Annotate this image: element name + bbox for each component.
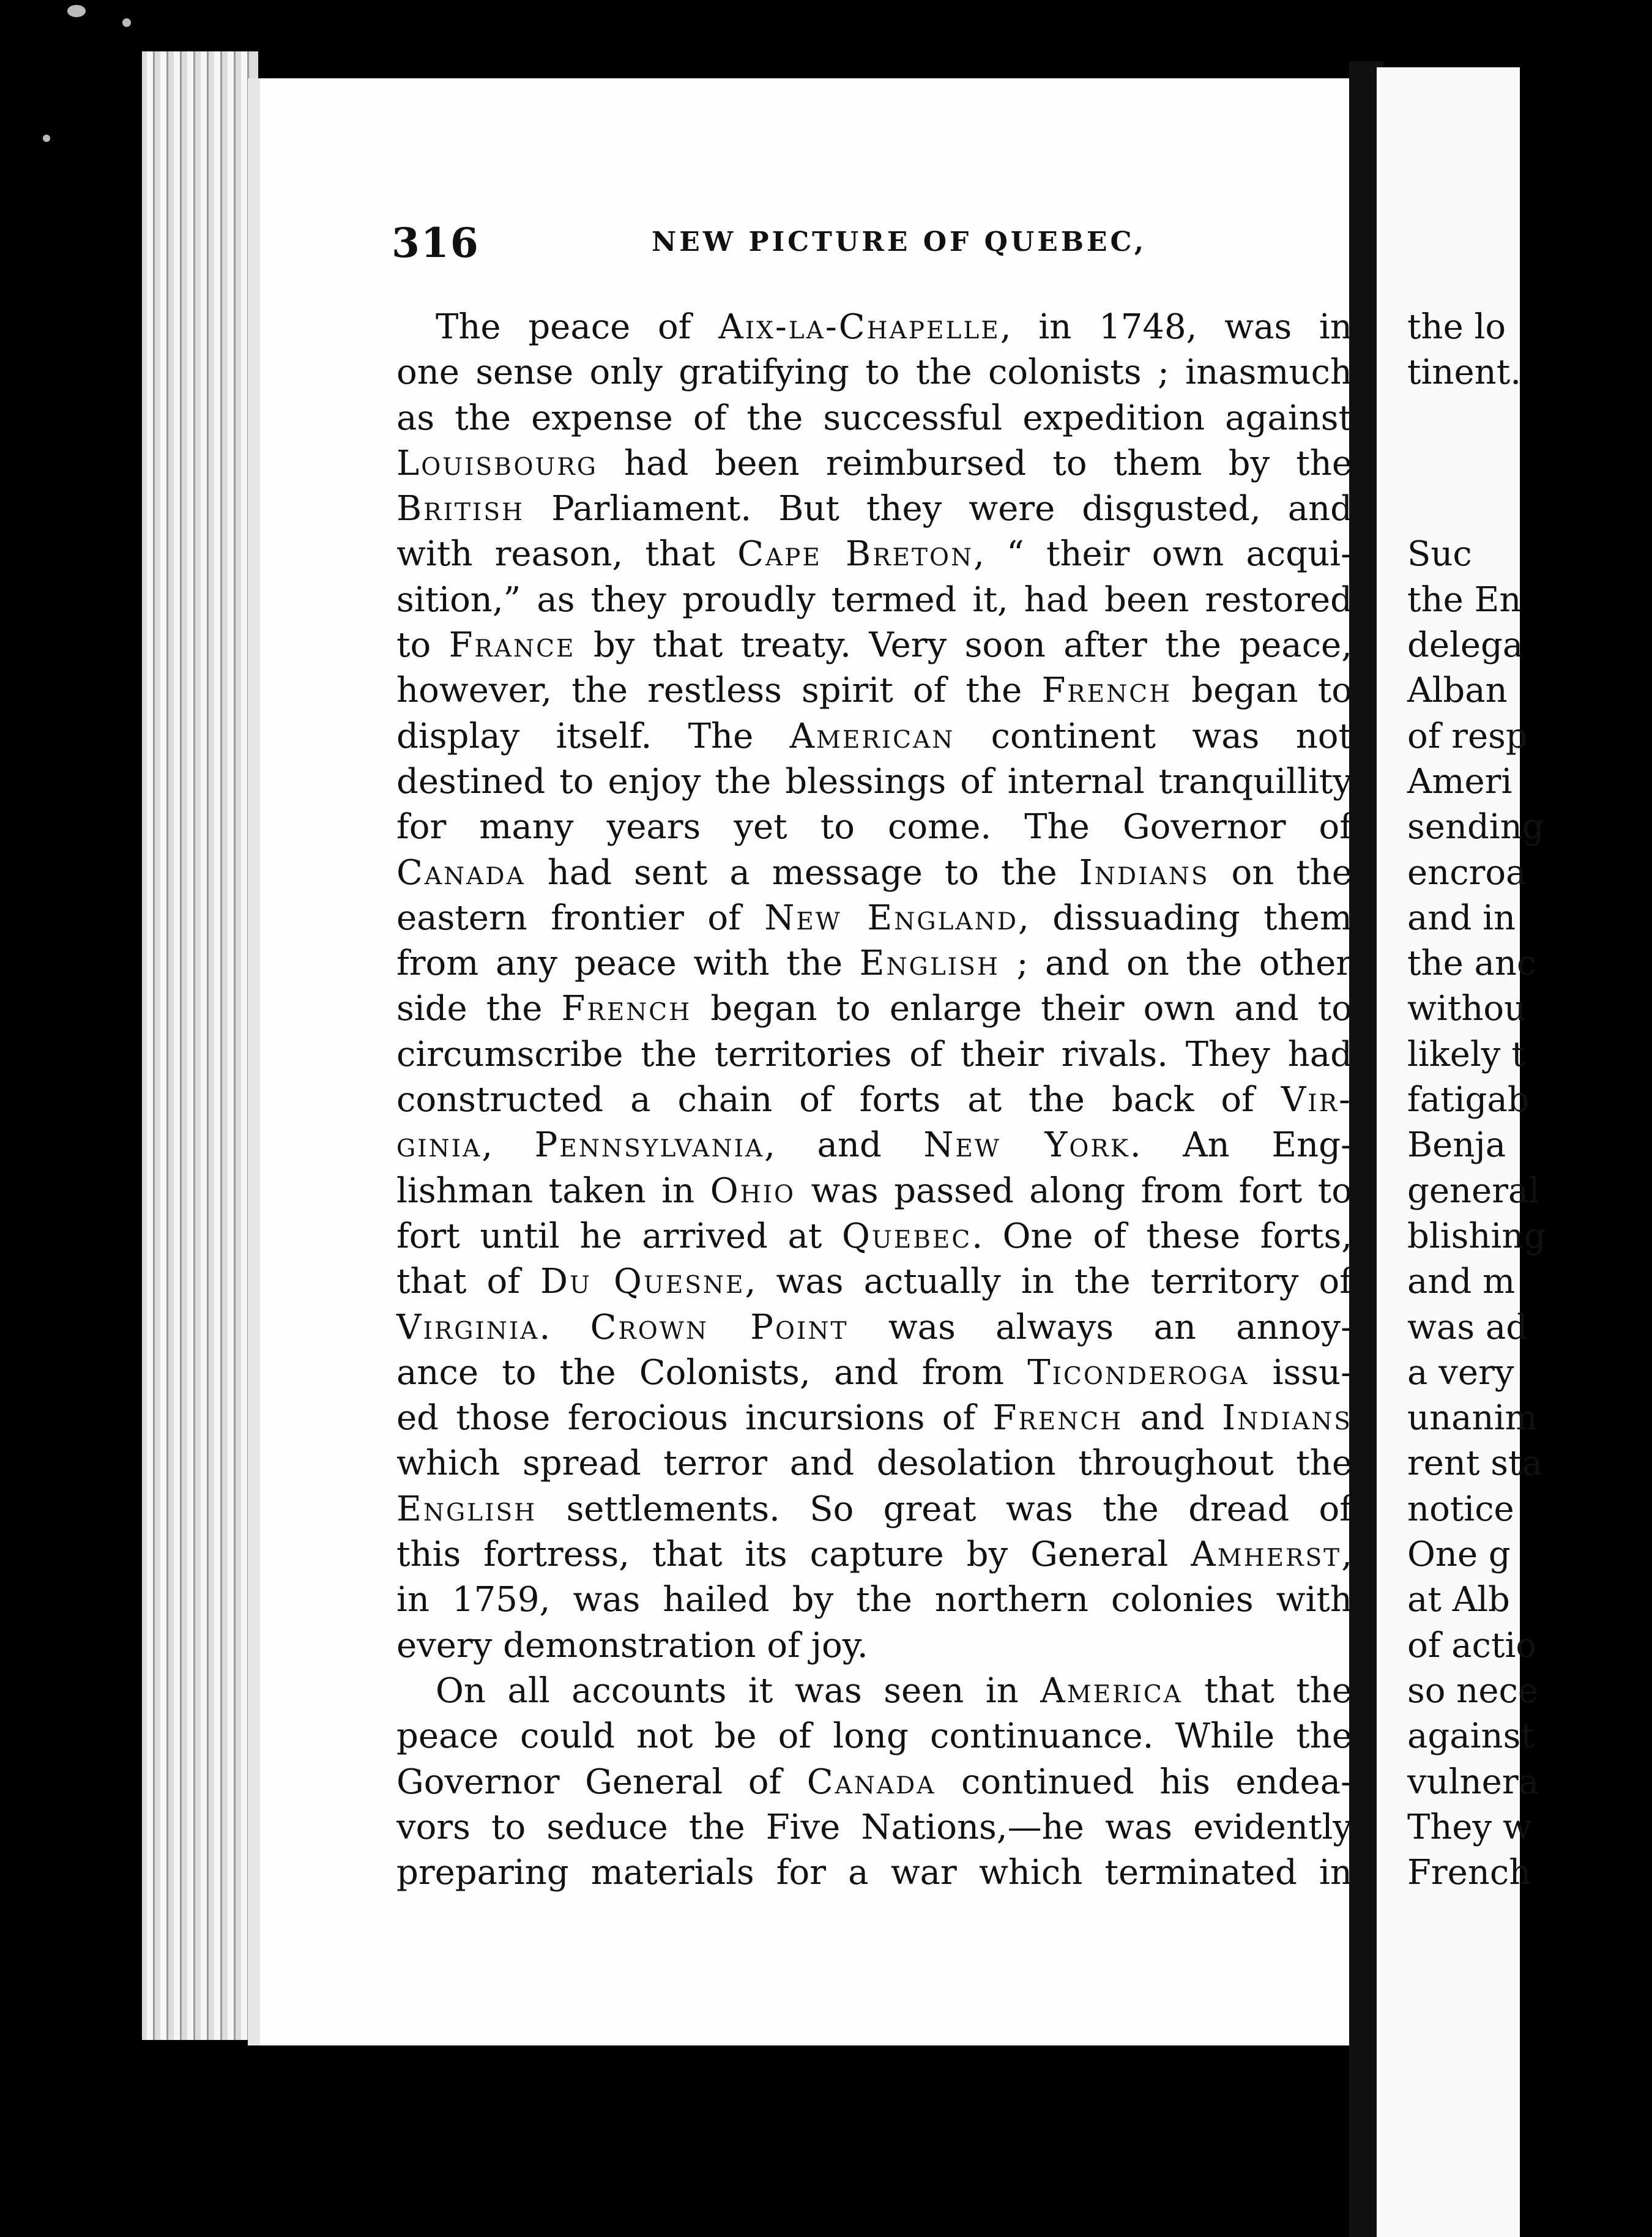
- facing-line: tinent.: [1407, 352, 1521, 393]
- facing-line: unanim: [1407, 1398, 1538, 1439]
- text-line: sition,” as they proudly termed it, had been restored: [396, 579, 1352, 620]
- text-line: preparing materials for a war which terminated in: [396, 1853, 1352, 1893]
- text-line: Louisbourg had been reimbursed to them by the: [396, 443, 1352, 483]
- facing-line: a very: [1407, 1352, 1514, 1393]
- paragraph-1: [396, 305, 1352, 1669]
- text-line: one sense only gratifying to the colonists ; inasmuch: [396, 352, 1352, 393]
- facing-line: [1407, 486, 1652, 532]
- facing-line: withou: [1407, 989, 1527, 1029]
- facing-line: encroa: [1407, 852, 1527, 893]
- text-line: that of Du Quesne, was actually in the territory of: [396, 1262, 1352, 1302]
- text-line: British Parliament. But they were disgusted, and: [396, 489, 1352, 529]
- text-line: in 1759, was hailed by the northern colonies with: [396, 1580, 1352, 1620]
- text-line: The peace of Aix-la-Chapelle, in 1748, was in: [436, 307, 1352, 347]
- facing-line: so nece: [1407, 1670, 1538, 1711]
- running-head: NEW PICTURE OF QUEBEC,: [652, 226, 1147, 258]
- text-line: every demonstration of joy.: [396, 1625, 868, 1666]
- text-line: to France by that treaty. Very soon after the peace,: [396, 625, 1352, 666]
- text-line: ed those ferocious incursions of French and Indians: [396, 1398, 1352, 1439]
- page-number: 316: [392, 219, 480, 267]
- text-line: side the French began to enlarge their own and to: [396, 989, 1353, 1029]
- paragraph-2: [396, 1669, 1352, 1896]
- facing-line: French: [1407, 1853, 1531, 1893]
- facing-line: and m: [1407, 1262, 1516, 1302]
- facing-line: and in: [1407, 898, 1516, 938]
- facing-line: at Alb: [1407, 1580, 1510, 1620]
- facing-line: likely t: [1407, 1034, 1525, 1074]
- text-line: circumscribe the territories of their rivals. They had: [396, 1034, 1352, 1074]
- text-line: On all accounts it was seen in America that the: [436, 1670, 1352, 1711]
- facing-line: vulnera: [1407, 1762, 1539, 1802]
- body-text: [396, 305, 1352, 1896]
- facing-line: notice: [1407, 1489, 1514, 1529]
- text-line: ance to the Colonists, and from Ticonderoga issu-: [396, 1352, 1352, 1393]
- text-line: however, the restless spirit of the French began to: [396, 671, 1353, 711]
- text-line: fort until he arrived at Quebec. One of these forts,: [396, 1216, 1353, 1256]
- facing-line: Ameri: [1407, 761, 1512, 802]
- text-line: English settlements. So great was the dread of: [396, 1489, 1352, 1529]
- text-line: from any peace with the English ; and on the other: [396, 944, 1352, 984]
- text-line: destined to enjoy the blessings of internal tranquillity: [396, 761, 1352, 802]
- facing-line: sending: [1407, 807, 1544, 847]
- text-line: peace could not be of long continuance. While the: [396, 1716, 1352, 1757]
- facing-line: general: [1407, 1171, 1540, 1211]
- text-line: lishman taken in Ohio was passed along from fort to: [396, 1171, 1353, 1211]
- facing-page-text: [1407, 305, 1652, 1896]
- scan-speck: [43, 135, 50, 142]
- facing-line: blishing: [1407, 1216, 1546, 1256]
- facing-line: Suc: [1407, 534, 1472, 575]
- text-line: Canada had sent a message to the Indians on the: [396, 852, 1353, 893]
- facing-line: of resp: [1407, 716, 1528, 756]
- facing-line: [1407, 441, 1652, 486]
- scan-speck: [122, 18, 131, 27]
- page-header: [392, 219, 1346, 268]
- facing-line: the anc: [1407, 944, 1536, 984]
- text-line: which spread terror and desolation throughout the: [396, 1443, 1352, 1484]
- facing-line: Alban: [1407, 671, 1508, 711]
- text-line: constructed a chain of forts at the back of Vir-: [396, 1080, 1352, 1120]
- text-line: vors to seduce the Five Nations,—he was evidently: [396, 1807, 1352, 1847]
- page-edges: [142, 51, 258, 2040]
- text-line: ginia, Pennsylvania, and New York. An Eng-: [396, 1125, 1353, 1166]
- text-line: display itself. The American continent was not: [396, 716, 1352, 756]
- facing-line: delega: [1407, 625, 1524, 666]
- facing-line: [1407, 396, 1652, 441]
- text-line: with reason, that Cape Breton, “ their own acqui-: [396, 534, 1352, 575]
- text-line: as the expense of the successful expedition against: [396, 398, 1352, 438]
- facing-line: the En: [1407, 579, 1522, 620]
- text-line: for many years yet to come. The Governor of: [396, 807, 1352, 847]
- facing-line: against: [1407, 1716, 1535, 1757]
- facing-line: One g: [1407, 1535, 1511, 1575]
- facing-line: the lo: [1407, 307, 1506, 347]
- facing-page: [1377, 67, 1546, 2237]
- facing-line: They w: [1407, 1807, 1532, 1847]
- text-line: Governor General of Canada continued his endea-: [396, 1762, 1352, 1802]
- facing-line: was ad: [1407, 1307, 1528, 1347]
- facing-line: Benja: [1407, 1125, 1506, 1166]
- scan-speck: [67, 5, 86, 17]
- text-line: Virginia. Crown Point was always an annoy-: [396, 1307, 1352, 1347]
- text-line: this fortress, that its capture by General Amherst,: [396, 1535, 1352, 1575]
- facing-line: rent sta: [1407, 1443, 1542, 1484]
- facing-line: fatigab: [1407, 1080, 1530, 1120]
- facing-line: of actio: [1407, 1625, 1537, 1666]
- text-line: eastern frontier of New England, dissuading them: [396, 898, 1352, 938]
